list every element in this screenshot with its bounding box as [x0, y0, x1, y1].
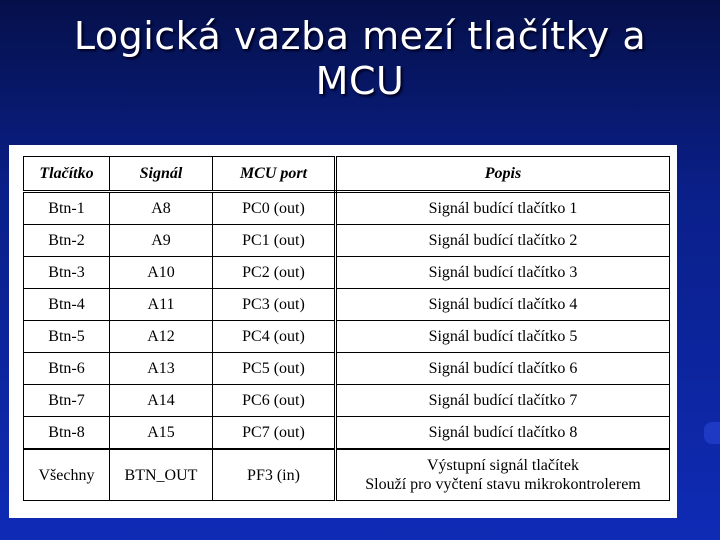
description-line-2: Slouží pro vyčtení stavu mikrokontrolerem [365, 476, 641, 493]
cell-signal: A15 [110, 417, 213, 450]
cell-button: Btn-7 [24, 385, 110, 417]
cell-description: Signál budící tlačítko 2 [336, 225, 670, 257]
table-row [24, 257, 670, 289]
cell-button: Btn-1 [24, 192, 110, 225]
cell-description-all [336, 449, 670, 501]
table-row [24, 192, 670, 225]
cell-signal: A14 [110, 385, 213, 417]
cell-signal: A11 [110, 289, 213, 321]
cell-port: PC4 (out) [213, 321, 336, 353]
cell-button: Btn-8 [24, 417, 110, 450]
cell-button: Btn-6 [24, 353, 110, 385]
cell-button: Btn-4 [24, 289, 110, 321]
table-row [24, 321, 670, 353]
cell-signal: A9 [110, 225, 213, 257]
table-row [24, 289, 670, 321]
cell-button-all: Všechny [24, 449, 110, 501]
cell-description: Signál budící tlačítko 3 [336, 257, 670, 289]
cell-description: Signál budící tlačítko 4 [336, 289, 670, 321]
cell-port: PC3 (out) [213, 289, 336, 321]
cell-port: PC5 (out) [213, 353, 336, 385]
cell-signal: A8 [110, 192, 213, 225]
table-row [24, 353, 670, 385]
cell-signal: A13 [110, 353, 213, 385]
cell-port-all: PF3 (in) [213, 449, 336, 501]
cell-port: PC7 (out) [213, 417, 336, 450]
cell-description: Signál budící tlačítko 1 [336, 192, 670, 225]
slide-title [0, 14, 720, 104]
table-header-row [24, 157, 670, 192]
cell-button: Btn-3 [24, 257, 110, 289]
cell-description: Signál budící tlačítko 5 [336, 321, 670, 353]
cell-port: PC0 (out) [213, 192, 336, 225]
table-panel [9, 145, 677, 518]
slide-title-line-1: Logická vazba mezí tlačítky a [73, 14, 647, 58]
table-row [24, 417, 670, 450]
cell-signal: A10 [110, 257, 213, 289]
table-row [24, 385, 670, 417]
cell-port: PC6 (out) [213, 385, 336, 417]
cell-signal: A12 [110, 321, 213, 353]
cell-description: Signál budící tlačítko 8 [336, 417, 670, 450]
header-signal: Signál [110, 157, 213, 192]
cell-description: Signál budící tlačítko 6 [336, 353, 670, 385]
header-description: Popis [336, 157, 670, 192]
button-mapping-table [23, 156, 670, 501]
cell-port: PC1 (out) [213, 225, 336, 257]
header-button: Tlačítko [24, 157, 110, 192]
cell-port: PC2 (out) [213, 257, 336, 289]
table-row-all [24, 449, 670, 501]
cell-signal-all: BTN_OUT [110, 449, 213, 501]
cell-button: Btn-5 [24, 321, 110, 353]
cell-description: Signál budící tlačítko 7 [336, 385, 670, 417]
decorative-edge-shape [704, 422, 720, 444]
header-mcu-port: MCU port [213, 157, 336, 192]
table-row [24, 225, 670, 257]
cell-button: Btn-2 [24, 225, 110, 257]
slide-title-line-2: MCU [315, 59, 405, 103]
description-line-1: Výstupní signál tlačítek [427, 457, 579, 474]
